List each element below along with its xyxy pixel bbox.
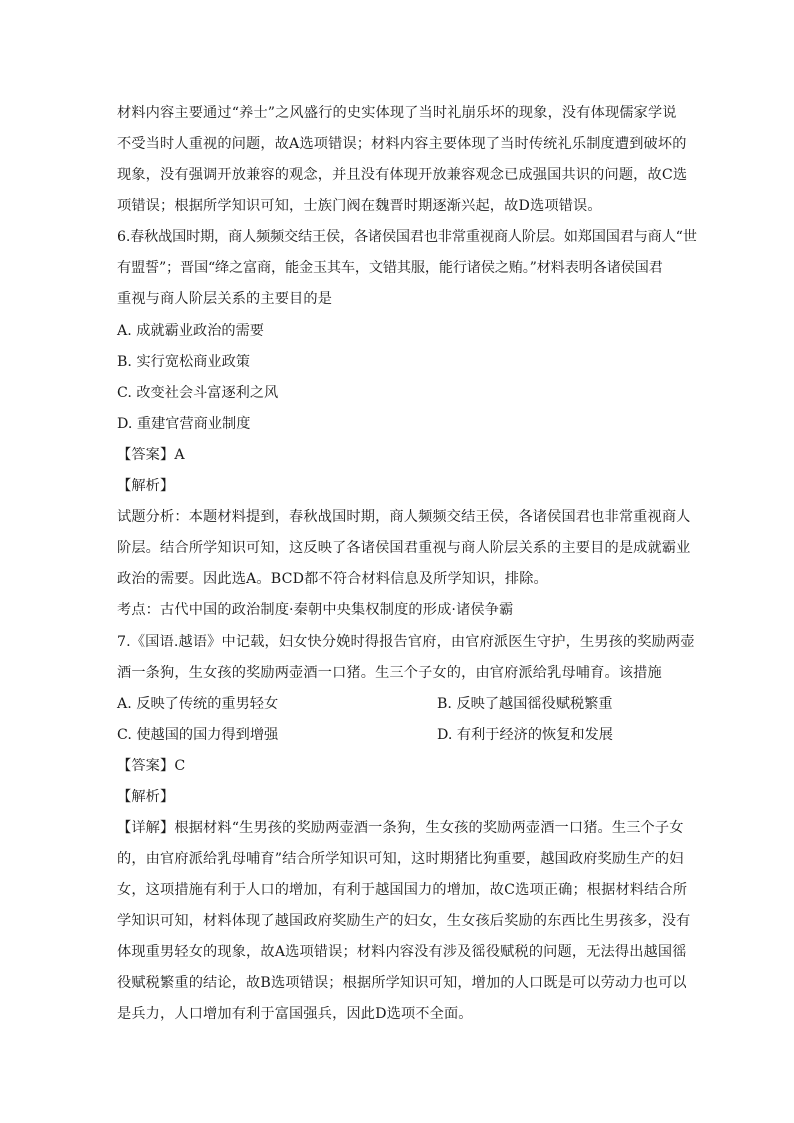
q6-analysis-label: 【解析】 — [117, 478, 175, 494]
q6-stem-line: 有盟誓”；晋国“绛之富商，能金玉其车，文错其服，能行诸侯之贿。”材料表明各诸侯国君 — [117, 260, 663, 276]
q6-option-b: B. 实行宽松商业政策 — [117, 354, 250, 370]
q7-analysis-line: 学知识可知，材料体现了越国政府奖励生产的妇女，生女孩后奖励的东西比生男孩多，没有 — [117, 913, 691, 929]
q7-analysis-line: 女，这项措施有利于人口的增加，有利于越国国力的增加，故C选项正确；根据材料结合所 — [117, 882, 688, 898]
q6-knowledge-point: 考点：古代中国的政治制度·秦朝中央集权制度的形成·诸侯争霸 — [117, 602, 514, 618]
q6-option-d: D. 重建官营商业制度 — [117, 416, 251, 432]
q7-analysis-line: 役赋税繁重的结论，故B选项错误；根据所学知识可知，增加的人口既是可以劳动力也可以 — [117, 975, 687, 991]
intro-line: 材料内容主要通过“养士”之风盛行的史实体现了当时礼崩乐坏的现象，没有体现儒家学说 — [117, 105, 677, 121]
q7-option-d: D. 有利于经济的恢复和发展 — [437, 727, 613, 743]
q7-option-c: C. 使越国的国力得到增强 — [117, 727, 279, 743]
intro-line: 不受当时人重视的问题，故A选项错误；材料内容主要体现了当时传统礼乐制度遭到破坏的 — [117, 136, 687, 152]
q7-option-b: B. 反映了越国徭役赋税繁重 — [437, 696, 613, 712]
q7-analysis-label: 【解析】 — [117, 789, 175, 805]
intro-line: 项错误；根据所学知识可知，士族门阀在魏晋时期逐渐兴起，故D选项错误。 — [117, 198, 602, 214]
q7-analysis-line: 【详解】根据材料“生男孩的奖励两壶酒一条狗，生女孩的奖励两壶酒一口猪。生三个子女 — [117, 820, 684, 836]
q7-answer: 【答案】C — [117, 758, 186, 774]
q7-stem-line: 7.《国语.越语》中记载，妇女快分娩时得报告官府，由官府派医生守护，生男孩的奖励两壶 — [117, 634, 695, 650]
q6-analysis-line: 试题分析：本题材料提到，春秋战国时期，商人频频交结王侯，各诸侯国君也非常重视商人 — [117, 509, 691, 525]
q7-stem-line: 酒一条狗，生女孩的奖励两壶酒一口猪。生三个子女的，由官府派给乳母哺育。该措施 — [117, 665, 662, 681]
q7-option-a: A. 反映了传统的重男轻女 — [117, 696, 279, 712]
q6-analysis-line: 阶层。结合所学知识可知，这反映了各诸侯国君重视与商人阶层关系的主要目的是成就霸业 — [117, 540, 691, 556]
intro-line: 现象，没有强调开放兼容的观念，并且没有体现开放兼容观念已成强国共识的问题，故C选 — [117, 167, 688, 183]
q6-option-a: A. 成就霸业政治的需要 — [117, 323, 264, 339]
q6-stem-line: 6.春秋战国时期，商人频频交结王侯，各诸侯国君也非常重视商人阶层。如郑国国君与商人“世 — [117, 229, 697, 245]
q6-stem-line: 重视与商人阶层关系的主要目的是 — [117, 291, 333, 307]
q6-answer: 【答案】A — [117, 447, 185, 463]
q7-analysis-line: 是兵力，人口增加有利于富国强兵，因此D选项不全面。 — [117, 1006, 473, 1022]
q6-analysis-line: 政治的需要。因此选A。BCD都不符合材料信息及所学知识，排除。 — [117, 571, 548, 587]
q6-option-c: C. 改变社会斗富逐利之风 — [117, 385, 279, 401]
q7-analysis-line: 体现重男轻女的现象，故A选项错误；材料内容没有涉及徭役赋税的问题，无法得出越国徭 — [117, 944, 687, 960]
q7-analysis-line: 的，由官府派给乳母哺育”结合所学知识可知，这时期猪比狗重要，越国政府奖励生产的妇 — [117, 851, 684, 867]
